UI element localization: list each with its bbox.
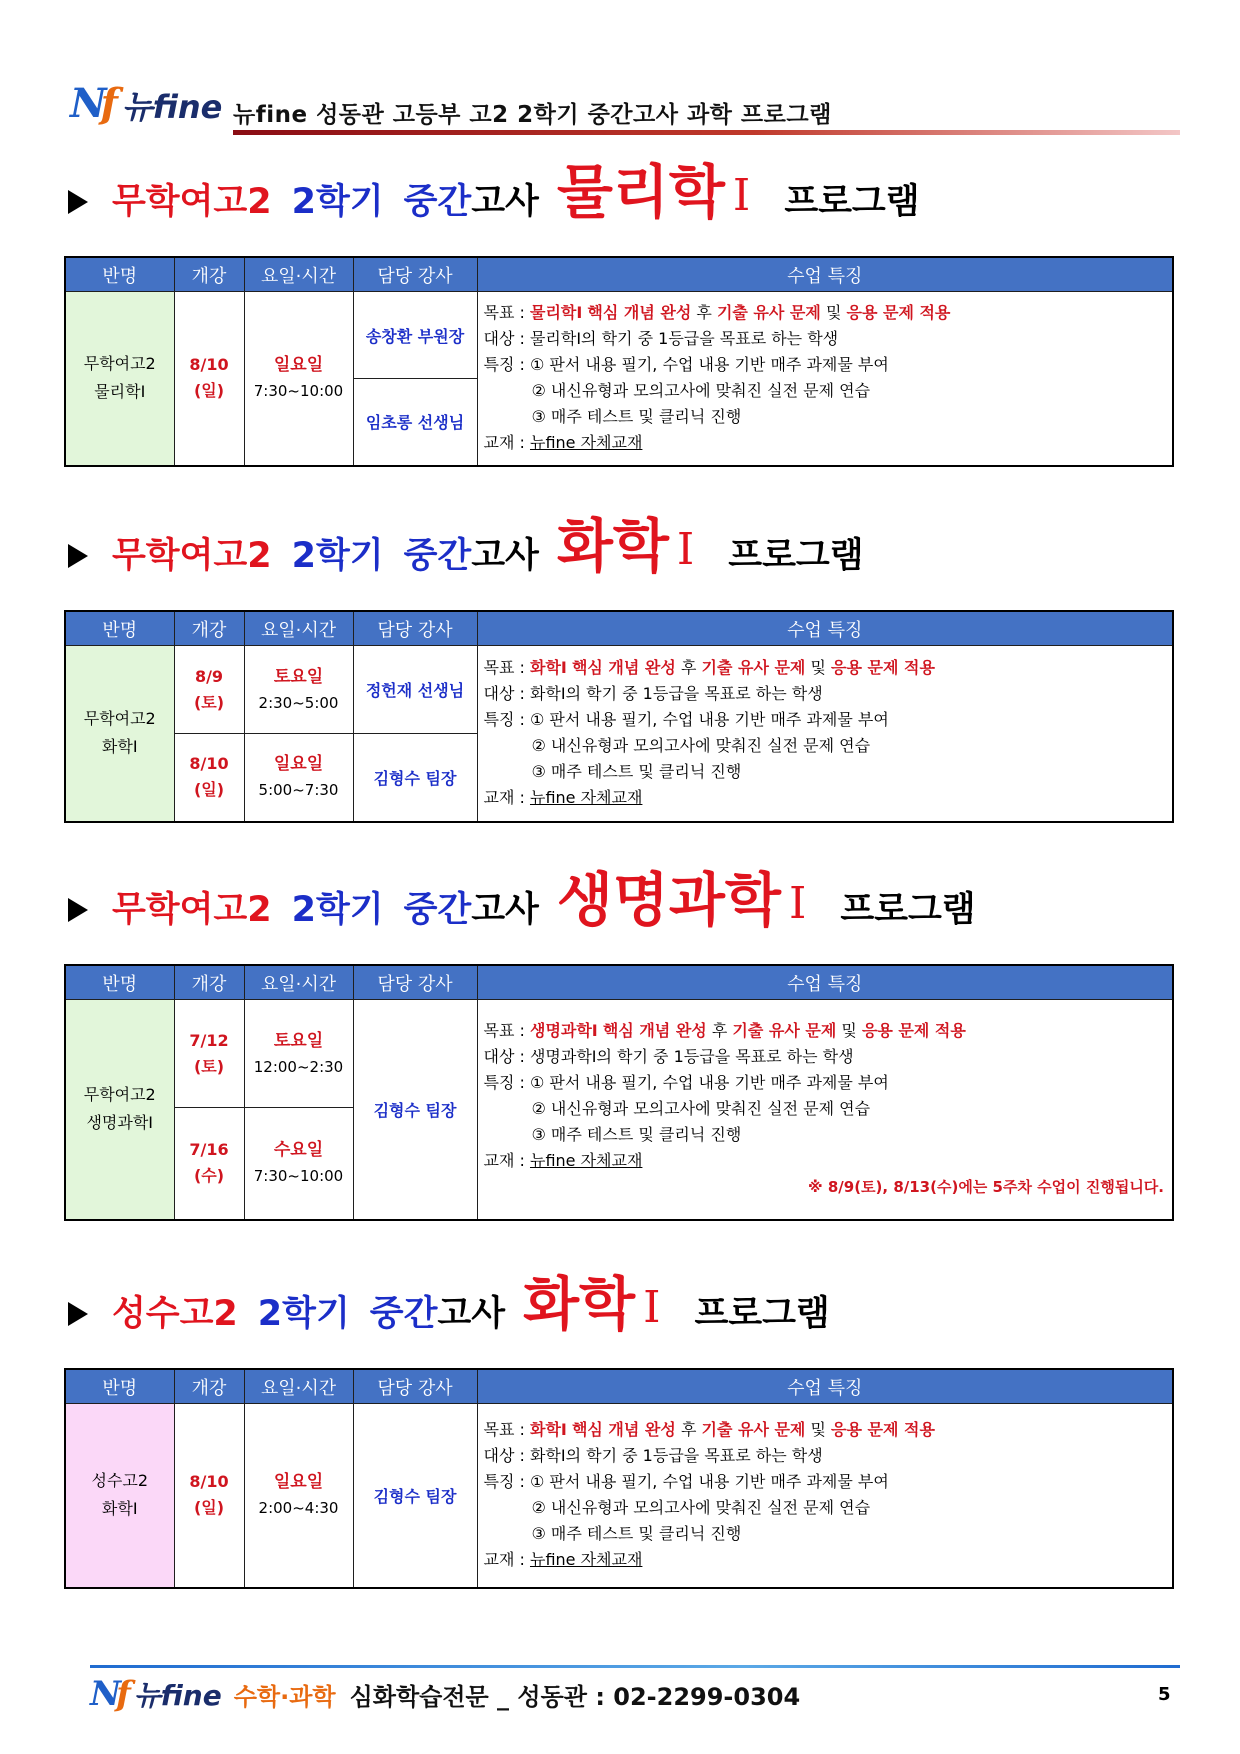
footer-subjects: 수학·과학 [233,1683,336,1711]
section-title-chemistry: 무학여고2 2학기 중간 고사 화학 Ⅰ 프로그램 [68,516,864,576]
feature-line: ③ 매주 테스트 및 클리닉 진행 [531,1125,742,1145]
goal-line: 목표 : 화학Ⅰ 핵심 개념 완성 후 기출 유사 문제 및 응용 문제 적용 [483,658,935,678]
brand-logo: N f 뉴fine [70,80,223,127]
triangle-bullet-icon [68,898,88,922]
teacher-cell: 김형수 팀장 [353,1000,477,1220]
table-row [65,292,1173,379]
section-title-life-science: 무학여고2 2학기 중간 고사 생명과학 Ⅰ 프로그램 [68,870,976,930]
features-cell [477,1404,1173,1588]
page-title: 뉴fine 성동관 고등부 고2 2학기 중간고사 과학 프로그램 [233,102,832,128]
teacher-cell: 정헌재 선생님 [353,646,477,734]
triangle-bullet-icon [68,190,88,214]
footer-contact: 심화학습전문 _ 성동관 : 02-2299-0304 [349,1683,801,1711]
time-cell: 일요일 2:00~4:30 [244,1404,353,1588]
footer-logo: N [90,1674,117,1714]
textbook-line: 교재 : 뉴fine 자체교재 [483,433,643,453]
table-row [65,646,1173,734]
teacher-cell: 임초롱 선생님 [353,379,477,466]
teacher-cell: 김형수 팀장 [353,734,477,822]
feature-line: 특징 : ① 판서 내용 필기, 수업 내용 기반 매주 과제물 부여 [483,355,889,375]
open-date-cell: 8/10 (일) [174,734,244,822]
section-title-seongsu-chemistry: 성수고2 2학기 중간 고사 화학 Ⅰ 프로그램 [68,1274,830,1334]
page-header [68,80,1180,140]
target-line: 대상 : 생명과학Ⅰ의 학기 중 1등급을 목표로 하는 학생 [483,1047,854,1067]
goal-line: 목표 : 물리학Ⅰ 핵심 개념 완성 후 기출 유사 문제 및 응용 문제 적용 [483,303,951,323]
schedule-note: ※ 8/9(토), 8/13(수)에는 5주차 수업이 진행됩니다. [808,1178,1164,1197]
feature-line: 특징 : ① 판서 내용 필기, 수업 내용 기반 매주 과제물 부여 [483,710,889,730]
header-divider [233,130,1180,135]
time-cell: 수요일 7:30~10:00 [244,1108,353,1220]
schedule-table-seongsu-chemistry [64,1368,1174,1589]
teacher-cell: 김형수 팀장 [353,1404,477,1588]
open-date-cell: 7/16 (수) [174,1108,244,1220]
time-cell: 일요일 5:00~7:30 [244,734,353,822]
table-header-row: 반명 개강 요일·시간 담당 강사 수업 특징 [65,1369,1173,1404]
time-cell: 일요일 7:30~10:00 [244,292,353,466]
schedule-table-life-science [64,964,1174,1221]
table-header-row: 반명 개강 요일·시간 담당 강사 수업 특징 [65,611,1173,646]
textbook-line: 교재 : 뉴fine 자체교재 [483,1550,643,1570]
schedule-table-chemistry [64,610,1174,823]
features-cell [477,1000,1173,1220]
feature-line: ② 내신유형과 모의고사에 맞춰진 실전 문제 연습 [531,736,871,756]
feature-line: ② 내신유형과 모의고사에 맞춰진 실전 문제 연습 [531,1498,871,1518]
textbook-line: 교재 : 뉴fine 자체교재 [483,1151,643,1171]
table-header-row: 반명 개강 요일·시간 담당 강사 수업 특징 [65,965,1173,1000]
teacher-cell: 송창환 부원장 [353,292,477,379]
feature-line: 특징 : ① 판서 내용 필기, 수업 내용 기반 매주 과제물 부여 [483,1472,889,1492]
page-footer: N f 뉴fine 수학·과학 심화학습전문 _ 성동관 : 02-2299-0304 [90,1674,801,1714]
triangle-bullet-icon [68,544,88,568]
feature-line: ③ 매주 테스트 및 클리닉 진행 [531,762,742,782]
page-number: 5 [1158,1684,1171,1705]
time-cell: 토요일 12:00~2:30 [244,1000,353,1108]
goal-line: 목표 : 화학Ⅰ 핵심 개념 완성 후 기출 유사 문제 및 응용 문제 적용 [483,1420,935,1440]
target-line: 대상 : 화학Ⅰ의 학기 중 1등급을 목표로 하는 학생 [483,684,823,704]
open-date-cell: 7/12 (토) [174,1000,244,1108]
table-row [65,1000,1173,1108]
schedule-table-physics [64,256,1174,467]
target-line: 대상 : 물리학Ⅰ의 학기 중 1등급을 목표로 하는 학생 [483,329,839,349]
textbook-line: 교재 : 뉴fine 자체교재 [483,788,643,808]
feature-line: ③ 매주 테스트 및 클리닉 진행 [531,1524,742,1544]
feature-line: ② 내신유형과 모의고사에 맞춰진 실전 문제 연습 [531,381,871,401]
feature-line: ② 내신유형과 모의고사에 맞춰진 실전 문제 연습 [531,1099,871,1119]
section-title-physics: 무학여고2 2학기 중간 고사 물리학 Ⅰ 프로그램 [68,162,920,222]
features-cell [477,292,1173,466]
triangle-bullet-icon [68,1302,88,1326]
feature-line: 특징 : ① 판서 내용 필기, 수업 내용 기반 매주 과제물 부여 [483,1073,889,1093]
class-name-cell: 무학여고2 생명과학Ⅰ [65,1000,174,1220]
open-date-cell: 8/10 (일) [174,1404,244,1588]
open-date-cell: 8/9 (토) [174,646,244,734]
footer-divider [90,1665,1180,1668]
feature-line: ③ 매주 테스트 및 클리닉 진행 [531,407,742,427]
class-name-cell: 무학여고2 물리학Ⅰ [65,292,174,466]
class-name-cell: 무학여고2 화학Ⅰ [65,646,174,822]
time-cell: 토요일 2:30~5:00 [244,646,353,734]
open-date-cell: 8/10 (일) [174,292,244,466]
target-line: 대상 : 화학Ⅰ의 학기 중 1등급을 목표로 하는 학생 [483,1446,823,1466]
table-header-row: 반명 개강 요일·시간 담당 강사 수업 특징 [65,257,1173,292]
goal-line: 목표 : 생명과학Ⅰ 핵심 개념 완성 후 기출 유사 문제 및 응용 문제 적용 [483,1021,966,1041]
features-cell [477,646,1173,822]
table-row [65,1404,1173,1588]
class-name-cell: 성수고2 화학Ⅰ [65,1404,174,1588]
